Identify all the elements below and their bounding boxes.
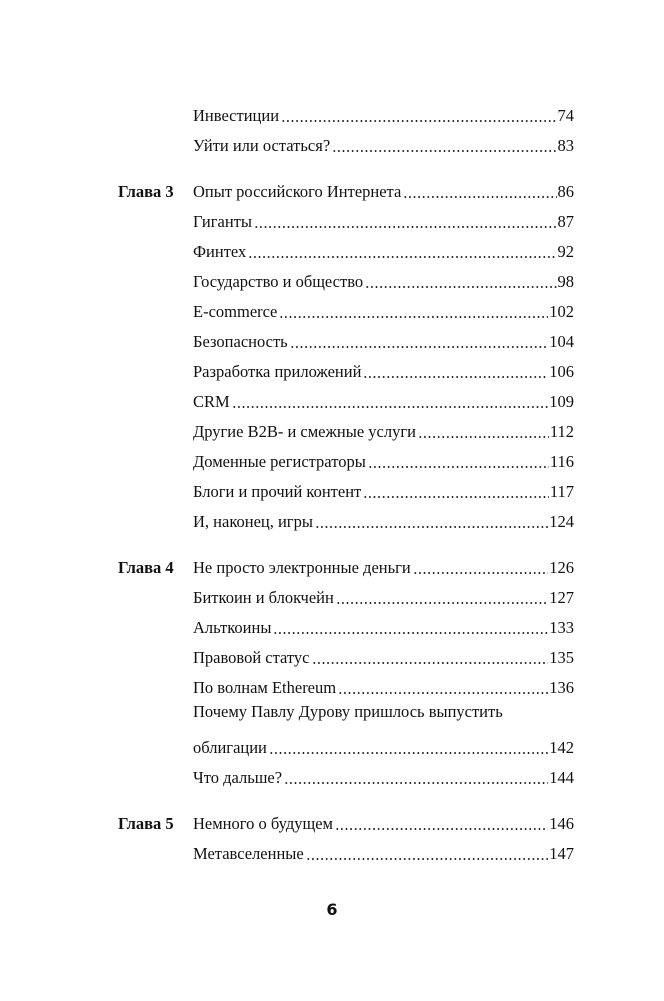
dot-leader: [368, 466, 549, 468]
toc-entry: [193, 476, 574, 502]
toc-entry-page: 83: [557, 136, 574, 155]
toc-entry-page: 135: [549, 648, 574, 667]
chapter-label: Глава 5: [118, 814, 174, 833]
toc-entry-title: Опыт российского Интернета: [193, 182, 402, 201]
toc-entry-title: Уйти или остаться?: [193, 136, 331, 155]
page-number: 6: [326, 900, 338, 919]
dot-leader: [273, 632, 548, 634]
toc-entry-page: 86: [557, 182, 574, 201]
toc-entry-title: Безопасность: [193, 332, 288, 351]
dot-leader: [332, 150, 556, 152]
toc-entry-page: 136: [549, 678, 574, 697]
toc-entry: [193, 326, 574, 352]
chapter-label: Глава 4: [118, 558, 174, 577]
toc-entry: [193, 732, 574, 758]
toc-entry-title: Биткоин и блокчейн: [193, 588, 334, 607]
toc-entry-page: 144: [549, 768, 574, 787]
toc-entry: [193, 808, 574, 834]
dot-leader: [269, 752, 548, 754]
dot-leader: [363, 376, 548, 378]
toc-entry-page: 117: [549, 482, 574, 501]
toc-entry-title-line1: Почему Павлу Дурову пришлось выпустить: [193, 702, 503, 721]
toc-entry-title: Не просто электронные деньги: [193, 558, 411, 577]
toc-entry-title: Разработка приложений: [193, 362, 362, 381]
dot-leader: [232, 406, 549, 408]
toc-entry-title: По волнам Ethereum: [193, 678, 337, 697]
dot-leader: [279, 316, 548, 318]
toc-entry: [193, 446, 574, 472]
toc-entry-page: 106: [549, 362, 574, 381]
toc-entry: [193, 506, 574, 532]
dot-leader: [312, 662, 549, 664]
dot-leader: [403, 196, 556, 198]
toc-entry-title: Государство и общество: [193, 272, 364, 291]
toc-entry-page: 124: [549, 512, 574, 531]
dot-leader: [363, 496, 549, 498]
toc-entry: [193, 100, 574, 126]
toc-entry-title: Альткоины: [193, 618, 272, 637]
toc-entry: [193, 130, 574, 156]
dot-leader: [290, 346, 549, 348]
toc-entry-page: 104: [549, 332, 574, 351]
dot-leader: [335, 828, 548, 830]
toc-entry: [193, 296, 574, 322]
toc-entry-title: Немного о будущем: [193, 814, 333, 833]
toc-entry-page: 126: [549, 558, 574, 577]
toc-entry-title: Доменные регистраторы: [193, 452, 366, 471]
dot-leader: [418, 436, 549, 438]
toc-entry-title: Правовой статус: [193, 648, 310, 667]
toc-entry-title: Что дальше?: [193, 768, 283, 787]
dot-leader: [365, 286, 556, 288]
toc-entry-page: 147: [549, 844, 574, 863]
toc-entry: [193, 582, 574, 608]
toc-entry: [193, 552, 574, 578]
chapter-label: Глава 3: [118, 182, 174, 201]
dot-leader: [281, 120, 556, 122]
toc-entry-page: 92: [557, 242, 574, 261]
toc-entry: [193, 672, 574, 698]
toc-entry: [193, 416, 574, 442]
toc-entry: [193, 386, 574, 412]
dot-leader: [315, 526, 548, 528]
toc-entry-title: И, наконец, игры: [193, 512, 313, 531]
toc-entry: [193, 176, 574, 202]
toc-entry-page: 74: [557, 106, 574, 125]
toc-entry: [193, 206, 574, 232]
toc-entry: [193, 266, 574, 292]
toc-entry-title: CRM: [193, 392, 230, 411]
toc-entry-title: Финтех: [193, 242, 247, 261]
toc-entry: [193, 642, 574, 668]
toc-entry-page: 146: [549, 814, 574, 833]
toc-entry: [193, 356, 574, 382]
toc-entry-page: 133: [549, 618, 574, 637]
toc-entry-page: 98: [557, 272, 574, 291]
toc-entry-page: 87: [557, 212, 574, 231]
toc-entry-title: Инвестиции: [193, 106, 280, 125]
toc-entry-title: E-commerce: [193, 302, 278, 321]
toc-entry-page: 127: [549, 588, 574, 607]
toc-entry: [193, 612, 574, 638]
toc-entry: [193, 236, 574, 262]
toc-entry-title: Блоги и прочий контент: [193, 482, 362, 501]
dot-leader: [284, 782, 548, 784]
toc-entry-page: 102: [549, 302, 574, 321]
dot-leader: [338, 692, 548, 694]
dot-leader: [254, 226, 557, 228]
dot-leader: [336, 602, 548, 604]
dot-leader: [248, 256, 556, 258]
toc-entry: [193, 762, 574, 788]
toc-entry-page: 109: [549, 392, 574, 411]
toc-entry-title: облигации: [193, 738, 267, 757]
toc-entry: [193, 838, 574, 864]
toc-entry-title: Другие B2B- и смежные услуги: [193, 422, 416, 441]
toc-entry-page: 142: [549, 738, 574, 757]
dot-leader: [413, 572, 549, 574]
toc-entry-title: Метавселенные: [193, 844, 304, 863]
toc-entry-page: 116: [549, 452, 574, 471]
dot-leader: [306, 858, 549, 860]
toc-entry-page: 112: [549, 422, 574, 441]
toc-entry-title: Гиганты: [193, 212, 252, 231]
